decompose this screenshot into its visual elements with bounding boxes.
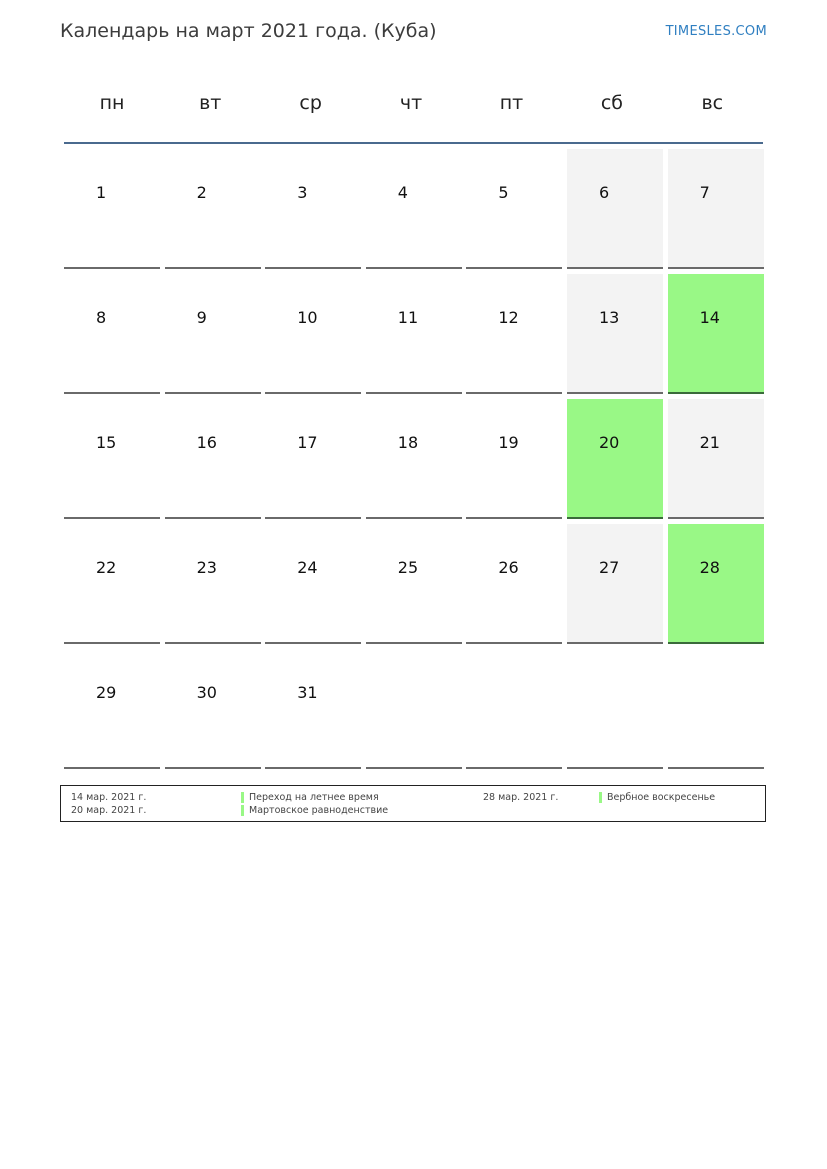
day-cell-19[interactable] xyxy=(466,399,562,519)
brand-link[interactable]: TIMESLES.COM xyxy=(665,24,767,39)
day-number: 20 xyxy=(598,433,620,452)
day-number: 2 xyxy=(196,183,207,202)
empty-day-cell xyxy=(567,649,663,769)
day-number: 3 xyxy=(297,183,308,202)
week-row xyxy=(64,149,764,274)
day-number: 28 xyxy=(699,558,720,577)
day-number: 13 xyxy=(598,308,620,327)
holiday-color-marker xyxy=(241,792,244,803)
day-cell-17[interactable] xyxy=(265,399,361,519)
day-number: 18 xyxy=(397,433,419,452)
calendar-grid xyxy=(64,149,764,774)
day-number: 11 xyxy=(397,308,419,327)
day-number: 8 xyxy=(96,308,107,327)
day-cell-25[interactable] xyxy=(366,524,462,644)
day-number: 7 xyxy=(699,183,710,202)
day-cell-3[interactable] xyxy=(265,149,361,269)
weekday-tue: вт xyxy=(199,92,222,114)
day-cell-10[interactable] xyxy=(265,274,361,394)
day-cell-24[interactable] xyxy=(265,524,361,644)
day-cell-13[interactable] xyxy=(567,274,663,394)
week-row xyxy=(64,274,764,399)
day-cell-18[interactable] xyxy=(366,399,462,519)
day-number: 12 xyxy=(498,308,519,327)
day-number: 29 xyxy=(96,683,117,702)
day-number: 16 xyxy=(196,433,217,452)
page-title: Календарь на март 2021 года. (Куба) xyxy=(60,20,437,42)
day-cell-28[interactable] xyxy=(668,524,764,644)
day-cell-11[interactable] xyxy=(366,274,462,394)
day-cell-9[interactable] xyxy=(165,274,261,394)
day-cell-15[interactable] xyxy=(64,399,160,519)
day-number: 14 xyxy=(699,308,720,327)
day-number: 21 xyxy=(699,433,720,452)
day-cell-23[interactable] xyxy=(165,524,261,644)
weekday-sat: сб xyxy=(600,92,623,114)
day-cell-1[interactable] xyxy=(64,149,160,269)
day-number: 5 xyxy=(498,183,509,202)
day-number: 9 xyxy=(196,308,207,327)
empty-day-cell xyxy=(668,649,764,769)
day-cell-29[interactable] xyxy=(64,649,160,769)
day-number: 17 xyxy=(297,433,318,452)
day-cell-2[interactable] xyxy=(165,149,261,269)
day-cell-31[interactable] xyxy=(265,649,361,769)
legend-date: 14 мар. 2021 г. xyxy=(71,792,147,803)
day-number: 19 xyxy=(498,433,519,452)
day-number: 24 xyxy=(297,558,318,577)
day-cell-21[interactable] xyxy=(668,399,764,519)
legend-holiday-name: Мартовское равноденствие xyxy=(249,805,389,816)
day-number: 1 xyxy=(96,183,107,202)
day-cell-20[interactable] xyxy=(567,399,663,519)
weekday-fri: пт xyxy=(499,92,524,114)
day-cell-26[interactable] xyxy=(466,524,562,644)
weekday-thu: чт xyxy=(399,92,423,114)
day-number: 22 xyxy=(96,558,117,577)
legend-holiday-name: Переход на летнее время xyxy=(249,792,379,803)
day-cell-30[interactable] xyxy=(165,649,261,769)
week-row xyxy=(64,399,764,524)
holiday-color-marker xyxy=(599,792,602,803)
day-number: 6 xyxy=(598,183,610,202)
day-number: 27 xyxy=(598,558,620,577)
day-cell-7[interactable] xyxy=(668,149,764,269)
day-number: 25 xyxy=(397,558,419,577)
weekday-mon: пн xyxy=(99,92,125,114)
empty-day-cell xyxy=(466,649,562,769)
holiday-legend xyxy=(60,785,766,822)
day-number: 15 xyxy=(96,433,117,452)
legend-date: 28 мар. 2021 г. xyxy=(483,792,559,803)
day-cell-16[interactable] xyxy=(165,399,261,519)
weekday-wed: ср xyxy=(299,92,322,114)
day-cell-14[interactable] xyxy=(668,274,764,394)
header-divider xyxy=(64,142,763,144)
weekday-header xyxy=(64,92,763,114)
week-row xyxy=(64,524,764,649)
day-cell-12[interactable] xyxy=(466,274,562,394)
day-cell-6[interactable] xyxy=(567,149,663,269)
legend-holiday-name: Вербное воскресенье xyxy=(607,792,716,803)
empty-day-cell xyxy=(366,649,462,769)
day-cell-27[interactable] xyxy=(567,524,663,644)
day-number: 23 xyxy=(196,558,217,577)
day-number: 30 xyxy=(196,683,217,702)
day-cell-22[interactable] xyxy=(64,524,160,644)
week-row xyxy=(64,649,764,774)
weekday-sun: вс xyxy=(701,92,724,114)
day-number: 26 xyxy=(498,558,519,577)
day-cell-4[interactable] xyxy=(366,149,462,269)
holiday-color-marker xyxy=(241,805,244,816)
day-number: 31 xyxy=(297,683,318,702)
day-cell-5[interactable] xyxy=(466,149,562,269)
day-number: 4 xyxy=(397,183,408,202)
day-number: 10 xyxy=(297,308,318,327)
legend-date: 20 мар. 2021 г. xyxy=(71,805,147,816)
day-cell-8[interactable] xyxy=(64,274,160,394)
